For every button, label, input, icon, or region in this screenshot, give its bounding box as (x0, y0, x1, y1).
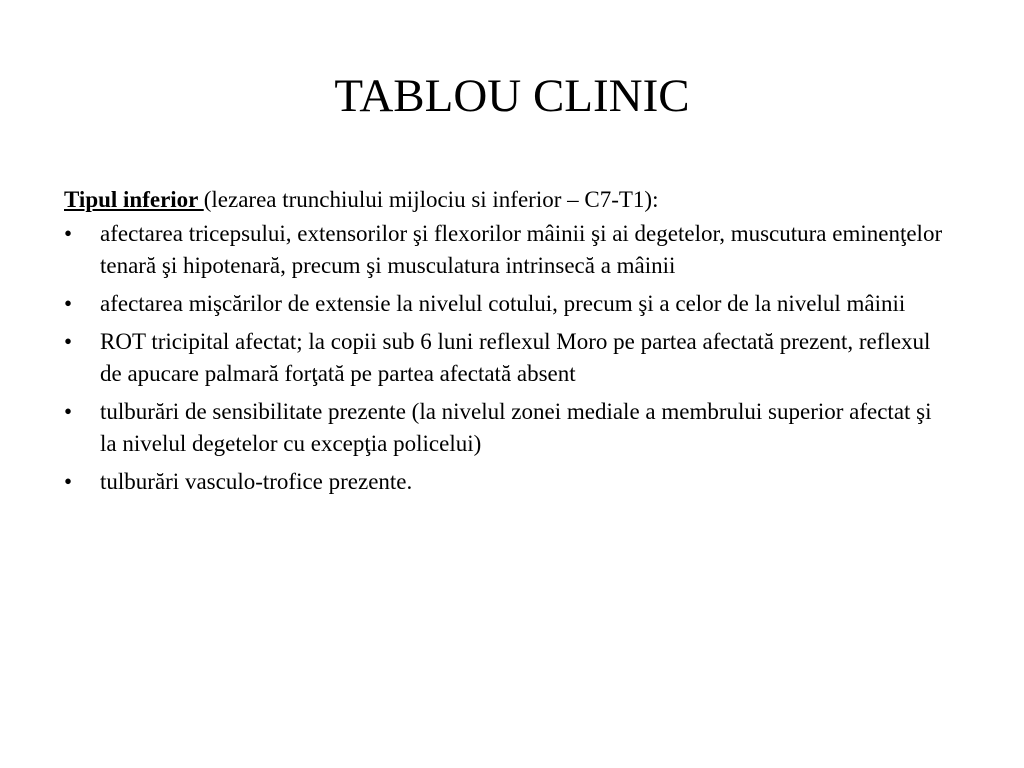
bullet-text: afectarea mişcărilor de extensie la nivelul cotului, precum şi a celor de la nivelul mâinii (100, 291, 906, 316)
bullet-icon: • (64, 399, 73, 424)
bullet-text: ROT tricipital afectat; la copii sub 6 luni reflexul Moro pe partea afectată prezent, reflexul de apucare palmară forţată pe partea afectată absent (100, 329, 931, 386)
slide-content (64, 184, 964, 504)
bullet-icon: • (64, 291, 73, 316)
intro-line (64, 184, 964, 216)
bullet-icon: • (64, 329, 73, 354)
bullet-icon: • (64, 469, 73, 494)
list-item (64, 326, 950, 390)
bullet-text: afectarea tricepsului, extensorilor şi flexorilor mâinii şi ai degetelor, muscutura eminenţelor tenară şi hipotenară, precum şi musculatura intrinsecă a mâinii (100, 221, 943, 278)
slide-title: TABLOU CLINIC (334, 70, 690, 122)
list-item (64, 288, 950, 320)
list-item (64, 466, 950, 498)
list-item (64, 396, 950, 460)
bullet-text: tulburări vasculo-trofice prezente. (100, 469, 413, 494)
bullet-icon: • (64, 221, 73, 246)
bullet-list (64, 218, 964, 498)
intro-text: (lezarea trunchiului mijlociu si inferior – C7-T1): (203, 187, 659, 212)
bullet-text: tulburări de sensibilitate prezente (la nivelul zonei mediale a membrului superior afectat şi la nivelul degetelor cu excepţia policelui) (100, 399, 932, 456)
intro-label: Tipul inferior (64, 187, 204, 212)
list-item (64, 218, 950, 282)
